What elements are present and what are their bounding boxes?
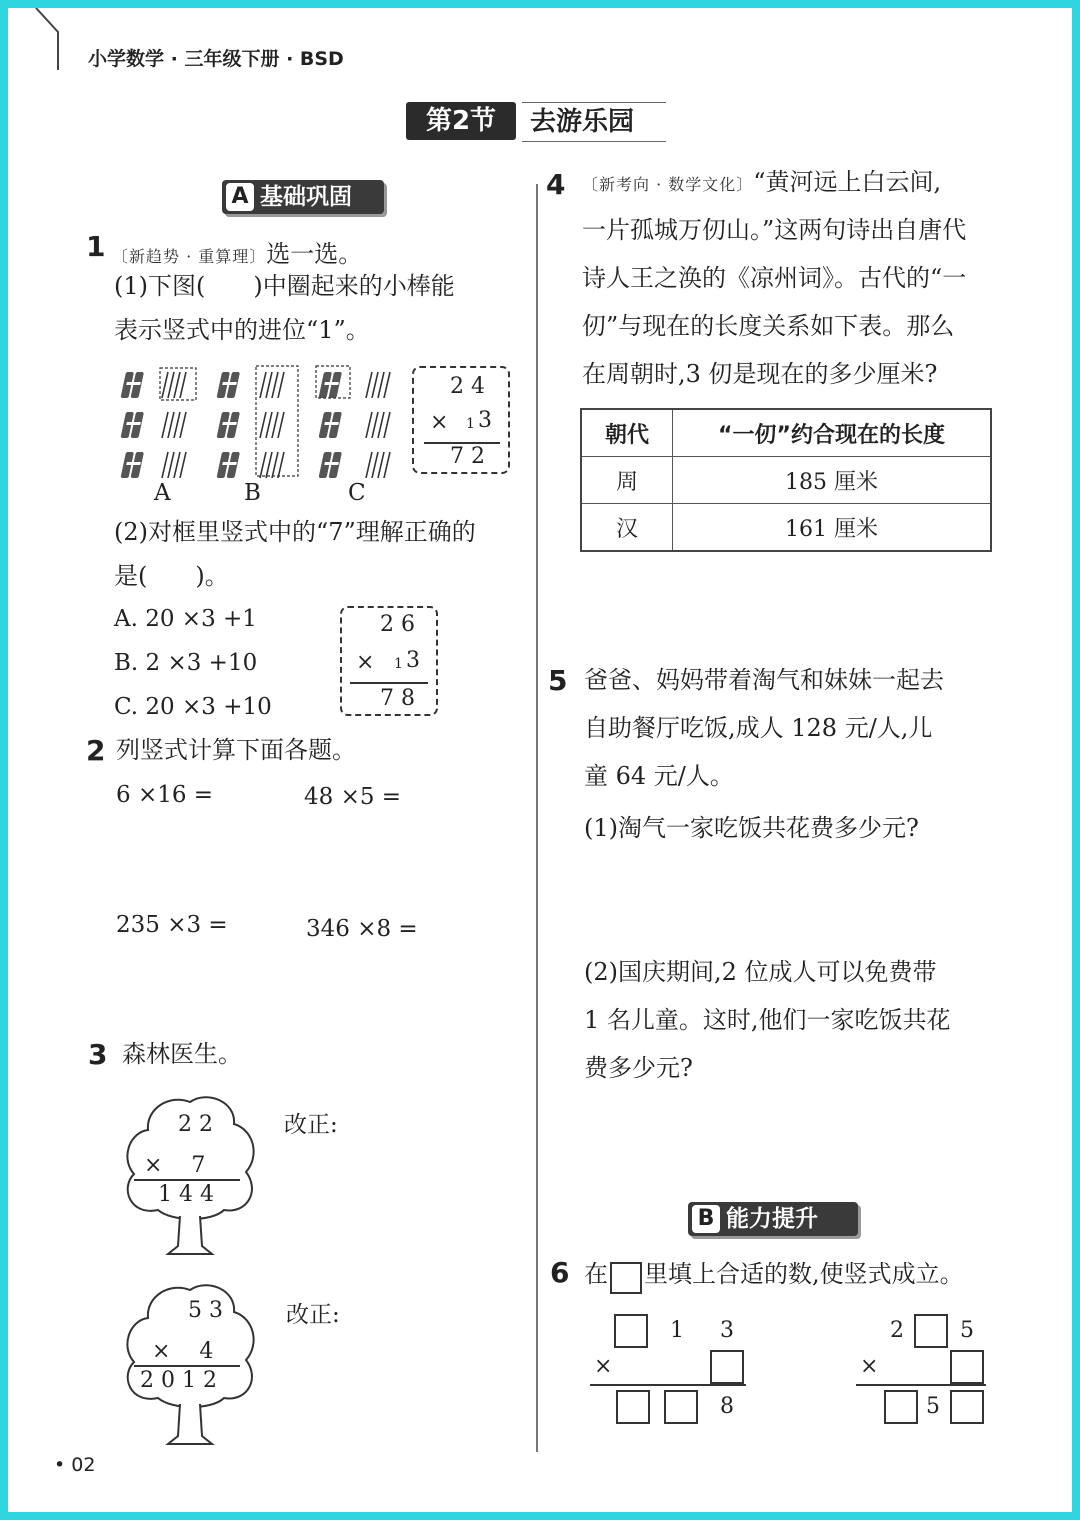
q6-calc2-box-result-3[interactable] [950,1390,984,1424]
q4-table-header-dynasty: 朝代 [581,409,673,457]
q4-line2: 一片孤城万仞山。”这两句诗出自唐代 [582,216,967,244]
q6-calc1-box-hundreds[interactable] [614,1314,648,1348]
part-b-letter: B [692,1205,720,1233]
sticks-group-c [316,366,390,478]
q1-sub1-line1: (1)下图( )中圈起来的小棒能 [114,272,455,300]
part-a-letter: A [226,183,254,211]
q6-calc1-box-result-2[interactable] [664,1390,698,1424]
q4-table-header-length: “一仞”约合现在的长度 [673,409,992,457]
q6-calc1-top-digit-1: 1 [670,1318,684,1343]
q6-prompt-box [610,1262,642,1294]
q6-calc2-mult-sign: × [860,1354,879,1379]
table-row [581,457,991,504]
q5-line3: 童 64 元/人。 [584,762,734,790]
q3-prompt: 森林医生。 [122,1040,242,1068]
tree2-mult: × 4 [152,1339,214,1364]
q6-prompt-after: 里填上合适的数,使竖式成立。 [644,1260,964,1288]
q6-calc2-result-digit: 5 [926,1394,940,1419]
q4-number: 4 [546,168,566,201]
q6-calc2-top-digit-2: 5 [960,1318,974,1343]
calc2-line [350,682,428,684]
q2-item-2: 48 ×5 = [304,784,402,810]
tree2-result: 2 0 1 2 [140,1368,217,1393]
header-corner-decoration [32,8,72,70]
calc2-top: 2 6 [380,612,415,637]
q1-tag: 〔新趋势 · 重算理〕 [112,247,267,266]
section-title [406,102,662,146]
q4-table-cell-length: 185 厘米 [673,457,992,504]
q6-calc2-line [856,1384,986,1386]
q1-prompt: 选一选。 [266,240,363,268]
q4-line1 [582,158,941,206]
sticks-group-a [120,368,196,478]
q6-calc1-box-result-1[interactable] [616,1390,650,1424]
q1-calc-box-1 [412,366,510,474]
q5-line1: 爸爸、妈妈带着淘气和妹妹一起去 [584,666,944,694]
section-badge: 第2节 [406,102,516,140]
page-number: • 02 [54,1454,96,1476]
q4-line4: 仞”与现在的长度关系如下表。那么 [582,312,955,340]
q1-option-c: C. 20 ×3 +10 [114,694,272,720]
tree1-fix-label: 改正: [284,1112,338,1138]
column-divider [536,184,538,1452]
q6-calc1-box-multiplier[interactable] [710,1350,744,1384]
calc1-carry: 1 [466,416,475,432]
calc1-mult: 3 [478,408,492,433]
workbook-page [8,8,1072,1512]
q4-line5: 在周朝时,3 仞是现在的多少厘米? [582,360,938,388]
q6-calc2-box-result-1[interactable] [884,1390,918,1424]
q1-sub2-line1: (2)对框里竖式中的“7”理解正确的 [114,518,476,546]
q1-sub2-line2: 是( )。 [114,562,229,590]
q6-prompt [584,1250,964,1298]
q1-number: 1 [86,230,106,263]
part-a-badge [222,180,384,214]
part-b-label: 能力提升 [726,1206,818,1232]
q4-table-header-row [581,409,991,457]
tree2-top: 5 3 [188,1298,223,1323]
part-b-badge [688,1202,858,1236]
calc2-carry: 1 [394,656,403,672]
q6-number: 6 [550,1256,570,1289]
q1-calc-box-2 [340,606,438,716]
tree2-fix-label: 改正: [286,1302,340,1328]
section-name: 去游乐园 [522,102,666,142]
q5-line2: 自助餐厅吃饭,成人 128 元/人,儿 [584,714,933,742]
fig-label-b: B [244,480,261,506]
calc2-mult-sign: × [356,650,375,675]
q6-calc1-result-digit: 8 [720,1394,734,1419]
calc1-mult-sign: × [430,410,449,435]
calc2-result: 7 8 [380,686,415,711]
q4-line1-text: “黄河远上白云间, [753,168,942,196]
sticks-figure [118,360,410,480]
header-title: 小学数学 · 三年级下册 · BSD [88,48,344,70]
q6-prompt-before: 在 [584,1260,608,1288]
tree1-top: 2 2 [178,1112,213,1137]
q5-sub2-line2: 1 名儿童。这时,他们一家吃饭共花 [584,1006,951,1034]
calc1-result: 7 2 [450,444,485,469]
q2-item-3: 235 ×3 = [116,912,228,938]
table-row [581,504,991,552]
q2-item-1: 6 ×16 = [116,782,214,808]
q6-calc2-box-multiplier[interactable] [950,1350,984,1384]
q2-number: 2 [86,734,106,767]
fig-label-a: A [154,480,171,506]
q4-table-cell-dynasty: 周 [581,457,673,504]
q3-number: 3 [88,1038,108,1071]
q6-calc1-mult-sign: × [594,1354,613,1379]
q6-calc1-top-digit-2: 3 [720,1318,734,1343]
part-a-label: 基础巩固 [260,184,352,210]
q1-sub1-line2: 表示竖式中的进位“1”。 [114,316,370,344]
q2-prompt: 列竖式计算下面各题。 [116,736,356,764]
fig-label-c: C [348,480,366,506]
q1-option-a: A. 20 ×3 +1 [114,606,257,632]
q5-number: 5 [548,664,568,697]
q4-tag: 〔新考向 · 数学文化〕 [582,175,754,194]
q4-table [580,408,992,552]
q5-sub2-line1: (2)国庆期间,2 位成人可以免费带 [584,958,937,986]
tree1-mult: × 7 [144,1153,206,1178]
calc2-mult: 3 [406,648,420,673]
q6-calc1-line [590,1384,746,1386]
q4-table-cell-dynasty: 汉 [581,504,673,552]
q1-option-b: B. 2 ×3 +10 [114,650,258,676]
q5-sub1: (1)淘气一家吃饭共花费多少元? [584,814,919,842]
q2-item-4: 346 ×8 = [306,916,418,942]
q4-table-cell-length: 161 厘米 [673,504,992,552]
tree1-result: 1 4 4 [158,1182,214,1207]
calc1-top: 2 4 [450,374,485,399]
q5-sub2-line3: 费多少元? [584,1054,693,1082]
sticks-group-b [216,366,298,478]
q6-calc2-box-top-middle[interactable] [914,1314,948,1348]
q4-line3: 诗人王之涣的《凉州词》。古代的“一 [582,264,967,292]
q6-calc2-top-digit-1: 2 [890,1318,904,1343]
